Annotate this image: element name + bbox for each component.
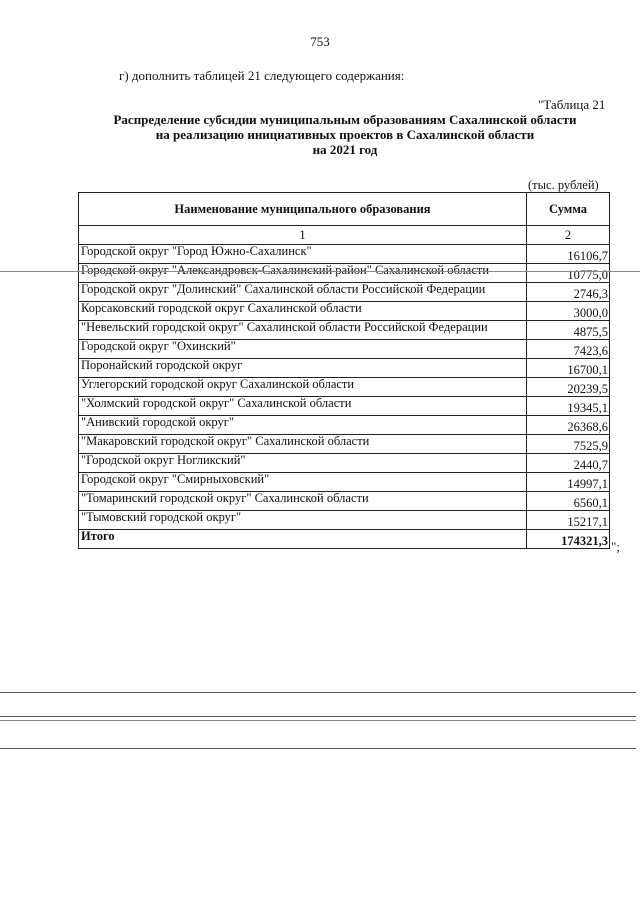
table-row xyxy=(79,435,610,454)
municipality-name: "Анивский городской округ" xyxy=(79,416,527,435)
subsidy-amount: 6560,1 xyxy=(527,492,610,511)
column-number-row xyxy=(79,226,610,245)
scan-line xyxy=(0,271,640,272)
municipality-name: "Томаринский городской округ" Сахалинской области xyxy=(79,492,527,511)
table-row xyxy=(79,245,610,264)
municipality-name: Городской округ "Долинский" Сахалинской области Российской Федерации xyxy=(79,283,527,302)
subsidy-amount: 10775,0 xyxy=(527,264,610,283)
table-reference: "Таблица 21 xyxy=(538,97,606,112)
table-title xyxy=(80,112,610,157)
table-row xyxy=(79,359,610,378)
table-row xyxy=(79,283,610,302)
table-row xyxy=(79,492,610,511)
page-number: 753 xyxy=(310,34,330,49)
table-row xyxy=(79,302,610,321)
table-row xyxy=(79,340,610,359)
title-line: Распределение субсидии муниципальным образованиям Сахалинской области xyxy=(113,112,577,127)
subsidy-amount: 2440,7 xyxy=(527,454,610,473)
subsidy-amount: 16106,7 xyxy=(527,245,610,264)
table-row xyxy=(79,416,610,435)
subsidy-amount: 7525,9 xyxy=(527,435,610,454)
subsidy-amount: 2746,3 xyxy=(527,283,610,302)
municipality-name: Городской округ "Смирныховский" xyxy=(79,473,527,492)
subsidy-amount: 15217,1 xyxy=(527,511,610,530)
municipality-name: Городской округ "Александровск-Сахалинский район" Сахалинской области xyxy=(79,264,527,283)
scan-line xyxy=(0,692,636,693)
column-header-name: Наименование муниципального образования xyxy=(79,193,527,226)
table-header-row xyxy=(79,193,610,226)
total-label: Итого xyxy=(79,530,527,549)
subsidy-amount: 4875,5 xyxy=(527,321,610,340)
table-row xyxy=(79,264,610,283)
intro-text: г) дополнить таблицей 21 следующего содержания: xyxy=(119,68,405,83)
table-row xyxy=(79,454,610,473)
units-label: (тыс. рублей) xyxy=(528,178,599,192)
total-row xyxy=(79,530,610,549)
subsidy-amount: 3000,0 xyxy=(527,302,610,321)
closing-quote: "; xyxy=(611,539,620,554)
municipality-name: Поронайский городской округ xyxy=(79,359,527,378)
municipality-name: "Городской округ Ногликский" xyxy=(79,454,527,473)
scan-line xyxy=(0,716,636,717)
title-line: на реализацию инициативных проектов в Сахалинской области xyxy=(155,127,535,142)
table-row xyxy=(79,321,610,340)
table-row xyxy=(79,473,610,492)
title-line: на 2021 год xyxy=(312,142,378,157)
subsidy-amount: 19345,1 xyxy=(527,397,610,416)
subsidy-amount: 16700,1 xyxy=(527,359,610,378)
municipality-name: "Невельский городской округ" Сахалинской области Российской Федерации xyxy=(79,321,527,340)
municipality-name: "Холмский городской округ" Сахалинской области xyxy=(79,397,527,416)
total-amount: 174321,3 xyxy=(527,530,610,549)
column-number: 2 xyxy=(527,226,610,245)
municipality-name: Городской округ "Охинский" xyxy=(79,340,527,359)
scan-line xyxy=(0,720,636,721)
scan-line xyxy=(0,748,636,749)
table-row xyxy=(79,378,610,397)
subsidy-amount: 14997,1 xyxy=(527,473,610,492)
municipality-name: Углегорский городской округ Сахалинской области xyxy=(79,378,527,397)
subsidy-amount: 20239,5 xyxy=(527,378,610,397)
subsidy-amount: 7423,6 xyxy=(527,340,610,359)
municipality-name: Корсаковский городской округ Сахалинской области xyxy=(79,302,527,321)
table-row xyxy=(79,397,610,416)
municipality-name: "Тымовский городской округ" xyxy=(79,511,527,530)
column-number: 1 xyxy=(79,226,527,245)
table-row xyxy=(79,511,610,530)
subsidy-table xyxy=(78,192,610,549)
subsidy-amount: 26368,6 xyxy=(527,416,610,435)
municipality-name: Городской округ "Город Южно-Сахалинск" xyxy=(79,245,527,264)
municipality-name: "Макаровский городской округ" Сахалинской области xyxy=(79,435,527,454)
column-header-sum: Сумма xyxy=(527,193,610,226)
